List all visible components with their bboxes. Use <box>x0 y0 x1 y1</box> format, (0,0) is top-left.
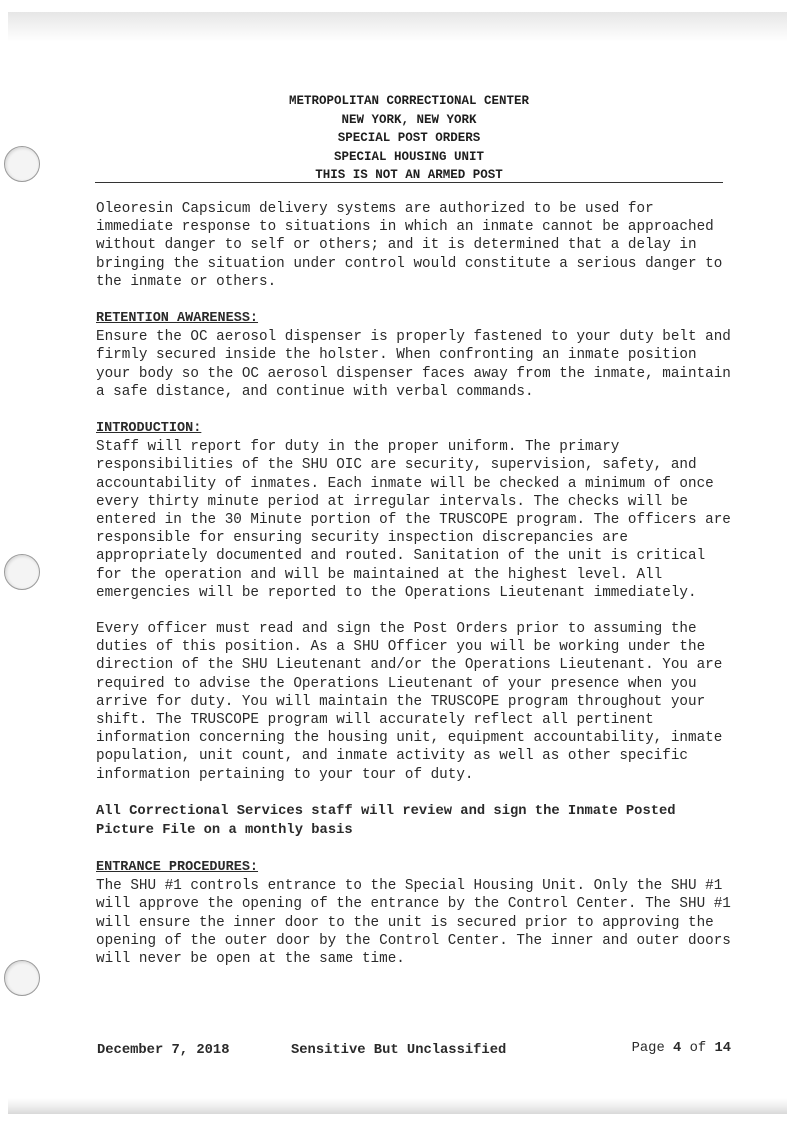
document-body <box>96 200 736 968</box>
header-institution: METROPOLITAN CORRECTIONAL CENTER <box>288 94 530 108</box>
retention-awareness-text: Ensure the OC aerosol dispenser is properly fastened to your duty belt and firmly secured inside the holster. When confronting an inmate position your body so the OC aerosol dispenser faces away from the inmate, maintain a safe distance, and continue with verbal commands. <box>96 329 731 400</box>
oc-authorization-paragraph: Oleoresin Capsicum delivery systems are authorized to be used for immediate response to situations in which an inmate cannot be approached without danger to self or others; and it is determined that a delay in bringing the situation under control would constitute a serious danger to the inmate or others. <box>96 201 723 290</box>
footer-classification: Sensitive But Unclassified <box>291 1043 507 1058</box>
punch-hole-bottom <box>4 960 40 996</box>
page-of: of <box>689 1041 707 1056</box>
header-post-orders: SPECIAL POST ORDERS <box>337 131 481 145</box>
introduction-text: Staff will report for duty in the proper uniform. The primary responsibilities of the SHU OIC are security, supervision, safety, and accountability of inmates. Each inmate will be checked a minimum of once every thirty minute period at irregular intervals. The checks will be entered in the 30 Minute portion of the TRUSCOPE program. The officers are responsible for ensuring security inspection discrepancies are appropriately documented and routed. Sanitation of the unit is critical for the operation and will be maintained at the highest level. All emergencies will be reported to the Operations Lieutenant immediately. <box>96 439 731 601</box>
page-total: 14 <box>714 1041 731 1056</box>
header-armed-status: THIS IS NOT AN ARMED POST <box>315 168 503 182</box>
page-number <box>632 1041 731 1056</box>
scan-edge-top <box>8 12 787 42</box>
punch-hole-middle <box>4 554 40 590</box>
retention-awareness-heading: RETENTION AWARENESS: <box>96 311 259 327</box>
introduction-heading: INTRODUCTION: <box>96 421 202 437</box>
header-unit: SPECIAL HOUSING UNIT <box>333 149 485 164</box>
page-current: 4 <box>673 1041 682 1056</box>
punch-hole-top <box>4 146 40 182</box>
entrance-procedures-heading: ENTRANCE PROCEDURES: <box>96 859 259 875</box>
document-header <box>95 92 723 185</box>
page-label: Page <box>631 1041 665 1056</box>
footer-date: December 7, 2018 <box>97 1043 230 1058</box>
scan-edge-bottom <box>8 1098 787 1114</box>
header-divider <box>95 182 723 183</box>
post-orders-paragraph: Every officer must read and sign the Post Orders prior to assuming the duties of this position. As a SHU Officer you will be working under the direction of the SHU Lieutenant and/or the Operations Lieutenant. You are required to advise the Operations Lieutenant of your presence when you arrive for duty. You will maintain the TRUSCOPE program throughout your shift. The TRUSCOPE program will accurately reflect all pertinent information concerning the housing unit, equipment accountability, inmate population, unit count, and inmate activity as well as other specific information pertaining to your tour of duty. <box>96 621 723 783</box>
picture-file-notice: All Correctional Services staff will review and sign the Inmate Posted Picture File on a monthly basis <box>96 803 676 838</box>
entrance-procedures-text: The SHU #1 controls entrance to the Special Housing Unit. Only the SHU #1 will approve the opening of the entrance by the Control Center. The SHU #1 will ensure the inner door to the unit is secured prior to approving the opening of the outer door by the Control Center. The inner and outer doors will never be open at the same time. <box>96 878 731 967</box>
header-location: NEW YORK, NEW YORK <box>341 112 477 127</box>
